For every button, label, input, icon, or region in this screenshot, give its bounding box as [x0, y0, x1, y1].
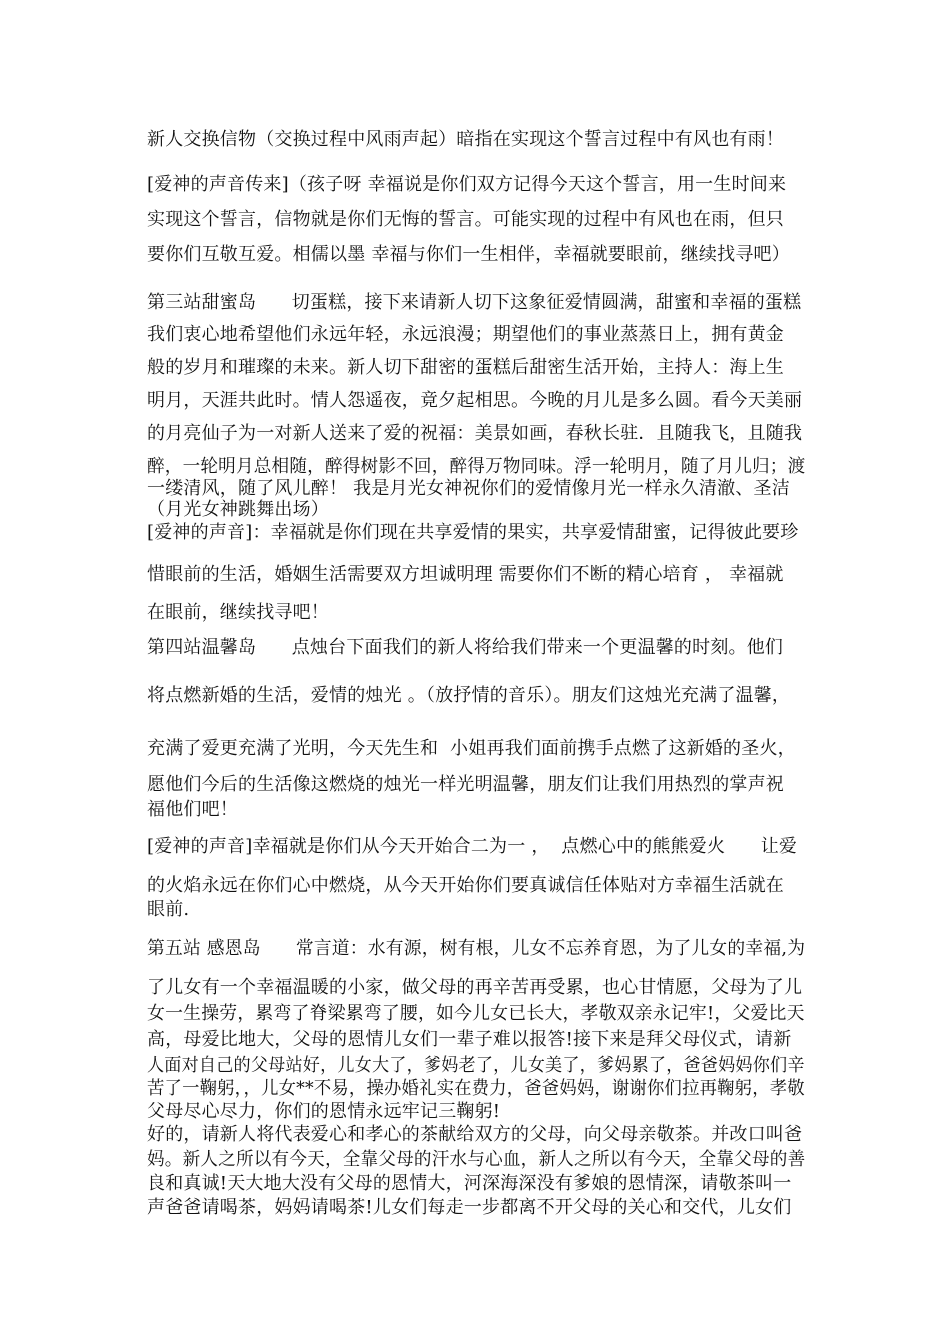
text-line: 的月亮仙子为一对新人送来了爱的祝福：美景如画，春秋长驻．且随我飞，且随我 — [147, 423, 803, 444]
text-line: [爱神的声音]幸福就是你们从今天开始合二为一 ， 点燃心中的熊熊爱火 让爱 — [147, 836, 798, 857]
text-line: 惜眼前的生活，婚姻生活需要双方坦诚明理 需要你们不断的精心培育 ， 幸福就 — [147, 564, 784, 585]
text-line: 高，母爱比地大，父母的恩情儿女们一辈子难以报答!接下来是拜父母仪式，请新 — [147, 1029, 792, 1050]
text-line: 要你们互敬互爱。相儒以墨 幸福与你们一生相伴，幸福就要眼前，继续找寻吧） — [147, 244, 790, 265]
text-line: 一缕清风，随了风儿醉！ 我是月光女神祝你们的爱情像月光一样永久清澈、圣洁 — [147, 478, 790, 499]
text-line: 充满了爱更充满了光明，今天先生和 小姐再我们面前携手点燃了这新婚的圣火， — [147, 738, 796, 759]
text-line: [爱神的声音传来]（孩子呀 幸福说是你们双方记得今天这个誓言，用一生时间来 — [147, 174, 787, 195]
text-line: 妈。新人之所以有今天，全靠父母的汗水与心血，新人之所以有今天，全靠父母的善 — [147, 1149, 806, 1170]
section-heading-line: 第四站温馨岛 点烛台下面我们的新人将给我们带来一个更温馨的时刻。他们 — [147, 637, 784, 658]
section-heading-line: 第五站 感恩岛 常言道：水有源，树有根，儿女不忘养育恩，为了儿女的幸福,为 — [147, 938, 806, 959]
text-line: （月光女神跳舞出场） — [147, 499, 329, 520]
text-line: 愿他们今后的生活像这燃烧的烛光一样光明温馨，朋友们让我们用热烈的掌声祝 — [147, 774, 784, 795]
text-line: 醉，一轮明月总相随，醉得树影不回，醉得万物同味。浮一轮明月，随了月儿归；渡 — [147, 456, 806, 477]
section-heading-line: 第三站甜蜜岛 切蛋糕，接下来请新人切下这象征爱情圆满，甜蜜和幸福的蛋糕 — [147, 292, 802, 313]
text-line: 将点燃新婚的生活，爱情的烛光 。（放抒情的音乐）。朋友们这烛光充满了温馨， — [147, 685, 791, 706]
text-line: 父母尽心尽力，你们的恩情永远牢记三鞠躬! — [147, 1101, 501, 1122]
text-line: 女一生操劳，累弯了脊梁累弯了腰，如今儿女已长大，孝敬双亲永记牢!，父爱比天 — [147, 1003, 805, 1024]
text-line: 好的，请新人将代表爱心和孝心的茶献给双方的父母，向父母亲敬茶。并改口叫爸 — [147, 1124, 803, 1145]
text-line: 了儿女有一个幸福温暖的小家，做父母的再辛苦再受累，也心甘情愿，父母为了儿 — [147, 977, 803, 998]
text-line: 般的岁月和璀璨的未来。新人切下甜密的蛋糕后甜密生活开始，主持人：海上生 — [147, 357, 784, 378]
text-line: 的火焰永远在你们心中燃烧，从今天开始你们要真诚信任体贴对方幸福生活就在 — [147, 875, 784, 896]
text-line: 福他们吧！ — [147, 799, 238, 820]
text-line: 人面对自己的父母站好，儿女大了，爹妈老了，儿女美了，爹妈累了，爸爸妈妈你们辛 — [147, 1055, 805, 1076]
text-line: [爱神的声音]：幸福就是你们现在共享爱情的果实，共享爱情甜蜜，记得彼此要珍 — [147, 522, 799, 543]
text-line: 我们衷心地希望他们永远年轻，永远浪漫；期望他们的事业蒸蒸日上，拥有黄金 — [147, 324, 784, 345]
text-line: 在眼前，继续找寻吧！ — [147, 602, 329, 623]
text-line: 实现这个誓言，信物就是你们无悔的誓言。可能实现的过程中有风也在雨，但只 — [147, 209, 784, 230]
text-line: 良和真诚!天大地大没有父母的恩情大，河深海深没有爹娘的恩情深，请敬茶叫一 — [147, 1173, 792, 1194]
text-line: 声爸爸请喝茶，妈妈请喝茶!儿女们每走一步都离不开父母的关心和交代，儿女们 — [147, 1197, 792, 1218]
text-line: 苦了一鞠躬，，儿女**不易，操办婚礼实在费力，爸爸妈妈，谢谢你们拉再鞠躬，孝敬 — [147, 1078, 805, 1099]
text-line: 新人交换信物（交换过程中风雨声起）暗指在实现这个誓言过程中有风也有雨！ — [147, 129, 784, 150]
text-line: 明月，天涯共此时。情人怨遥夜，竟夕起相思。今晚的月儿是多么圆。看今天美丽 — [147, 390, 803, 411]
text-line: 眼前. — [147, 899, 190, 920]
